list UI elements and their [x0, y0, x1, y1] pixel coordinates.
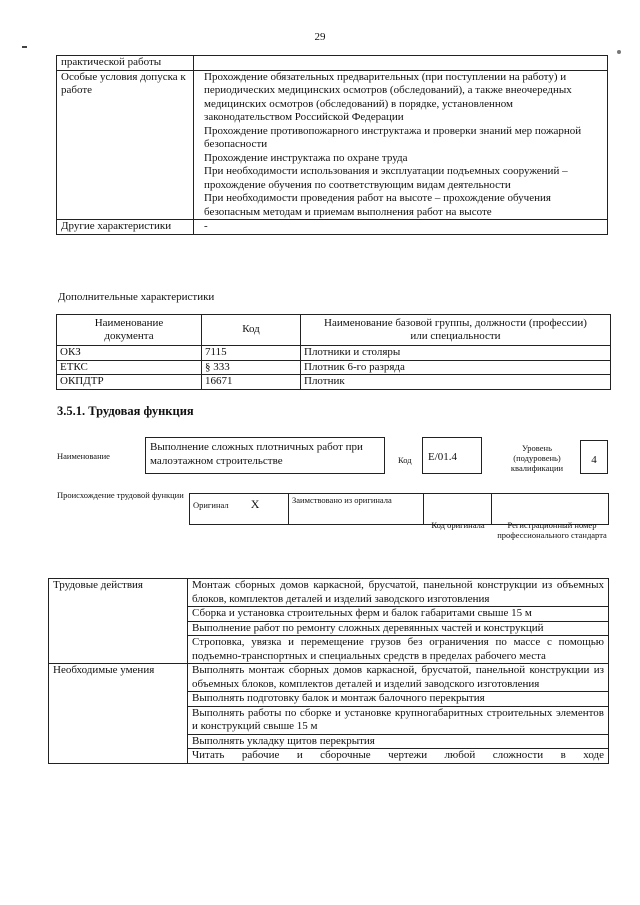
code-label: Код: [398, 455, 412, 465]
borrowed-cell: Заимствовано из оригинала: [289, 494, 424, 525]
row-value: [194, 70, 608, 220]
table-cell: ОКЗ: [57, 346, 202, 361]
required-skill: Выполнять подготовку балок и монтаж балочного перекрытия: [188, 692, 609, 707]
required-skill: Выполнять монтаж сборных домов каркасной, брусчатой, панельной конструкции из объемных блоков, комплектов деталей и изделий заводского изготовления: [188, 664, 609, 692]
origin-label: Происхождение трудовой функции: [57, 490, 184, 500]
table-cell: Плотник 6-го разряда: [301, 360, 611, 375]
table-cell: Плотники и столяры: [301, 346, 611, 361]
page-number: 29: [314, 31, 326, 43]
original-cell: [190, 494, 289, 525]
margin-mark: [22, 46, 27, 48]
table-row: [57, 70, 608, 220]
table-row: [49, 579, 609, 607]
original-mark: X: [250, 497, 260, 511]
column-header: Код: [202, 315, 301, 346]
condition-text: При необходимости проведения работ на высоте – прохождение обучения безопасным методам и приемам выполнения работ на высоте: [204, 192, 551, 218]
admission-conditions-table: [56, 55, 608, 235]
function-code-box: E/01.4: [422, 437, 482, 474]
row-label: Необходимые умения: [49, 664, 188, 764]
condition-text: Прохождение инструктажа по охране труда: [204, 151, 408, 164]
table-row: [57, 346, 611, 361]
column-header: Наименование базовой группы, должности (профессии) или специальности: [301, 315, 611, 346]
qualification-level-box: 4: [580, 440, 608, 474]
condition-text: Прохождение противопожарного инструктажа и проверки знаний мер пожарной безопасности: [204, 124, 582, 150]
table-cell: 16671: [202, 375, 301, 390]
qualification-level-label: Уровень (подуровень) квалификации: [510, 443, 564, 473]
table-cell: 7115: [202, 346, 301, 361]
labor-action: Сборка и установка строительных ферм и балок габаритами свыше 15 м: [188, 607, 609, 622]
row-value: [194, 56, 608, 71]
name-label: Наименование: [57, 451, 110, 461]
original-label: Оригинал: [193, 500, 229, 510]
table-header-row: [57, 315, 611, 346]
labor-action: Строповка, увязка и перемещение грузов без ограничения по массе с помощью подъемно-транспортных и специальных средств в пределах рабочего места: [188, 636, 609, 664]
labor-action: Выполнение работ по ремонту сложных деревянных частей и конструкций: [188, 621, 609, 636]
table-row: [57, 360, 611, 375]
table-cell: § 333: [202, 360, 301, 375]
table-row: [57, 220, 608, 235]
condition-text: При необходимости использования и эксплуатации подъемных сооружений – прохождение обучения по соответствующим видам деятельности: [204, 165, 568, 191]
function-name-box: Выполнение сложных плотничных работ при малоэтажном строительстве: [145, 437, 385, 474]
required-skill: Читать рабочие и сборочные чертежи любой сложности в ходе: [188, 749, 609, 764]
original-code-caption: Код оригинала: [431, 520, 485, 530]
table-cell: ЕТКС: [57, 360, 202, 375]
row-label: Трудовые действия: [49, 579, 188, 664]
table-cell: Плотник: [301, 375, 611, 390]
required-skill: Выполнять укладку щитов перекрытия: [188, 734, 609, 749]
table-cell: ОКПДТР: [57, 375, 202, 390]
additional-characteristics-title: Дополнительные характеристики: [58, 291, 215, 303]
margin-dot: [617, 50, 621, 54]
table-row: [57, 56, 608, 71]
labor-function-title: 3.5.1. Трудовая функция: [57, 404, 194, 418]
table-row: [49, 664, 609, 692]
registration-number-caption: Регистрационный номер профессионального стандарта: [497, 520, 607, 540]
labor-action: Монтаж сборных домов каркасной, брусчатой, панельной конструкции из объемных блоков, комплектов деталей и изделий заводского изготовления: [188, 579, 609, 607]
row-label: практической работы: [57, 56, 194, 71]
required-skill: Выполнять работы по сборке и установке крупногабаритных строительных элементов и конструкций свыше 15 м: [188, 706, 609, 734]
labor-function-details-table: [48, 578, 609, 764]
table-row: [57, 375, 611, 390]
condition-text: Прохождение обязательных предварительных (при поступлении на работу) и периодических медицинских осмотров (обследований), а также внеочередных медицинских осмотров (обследований) в порядке, установленном законодательством Российской Федерации: [204, 70, 572, 123]
row-label: Особые условия допуска к работе: [57, 70, 194, 220]
additional-characteristics-table: [56, 314, 611, 390]
row-label: Другие характеристики: [57, 220, 194, 235]
column-header: Наименование документа: [57, 315, 202, 346]
row-value: -: [194, 220, 608, 235]
